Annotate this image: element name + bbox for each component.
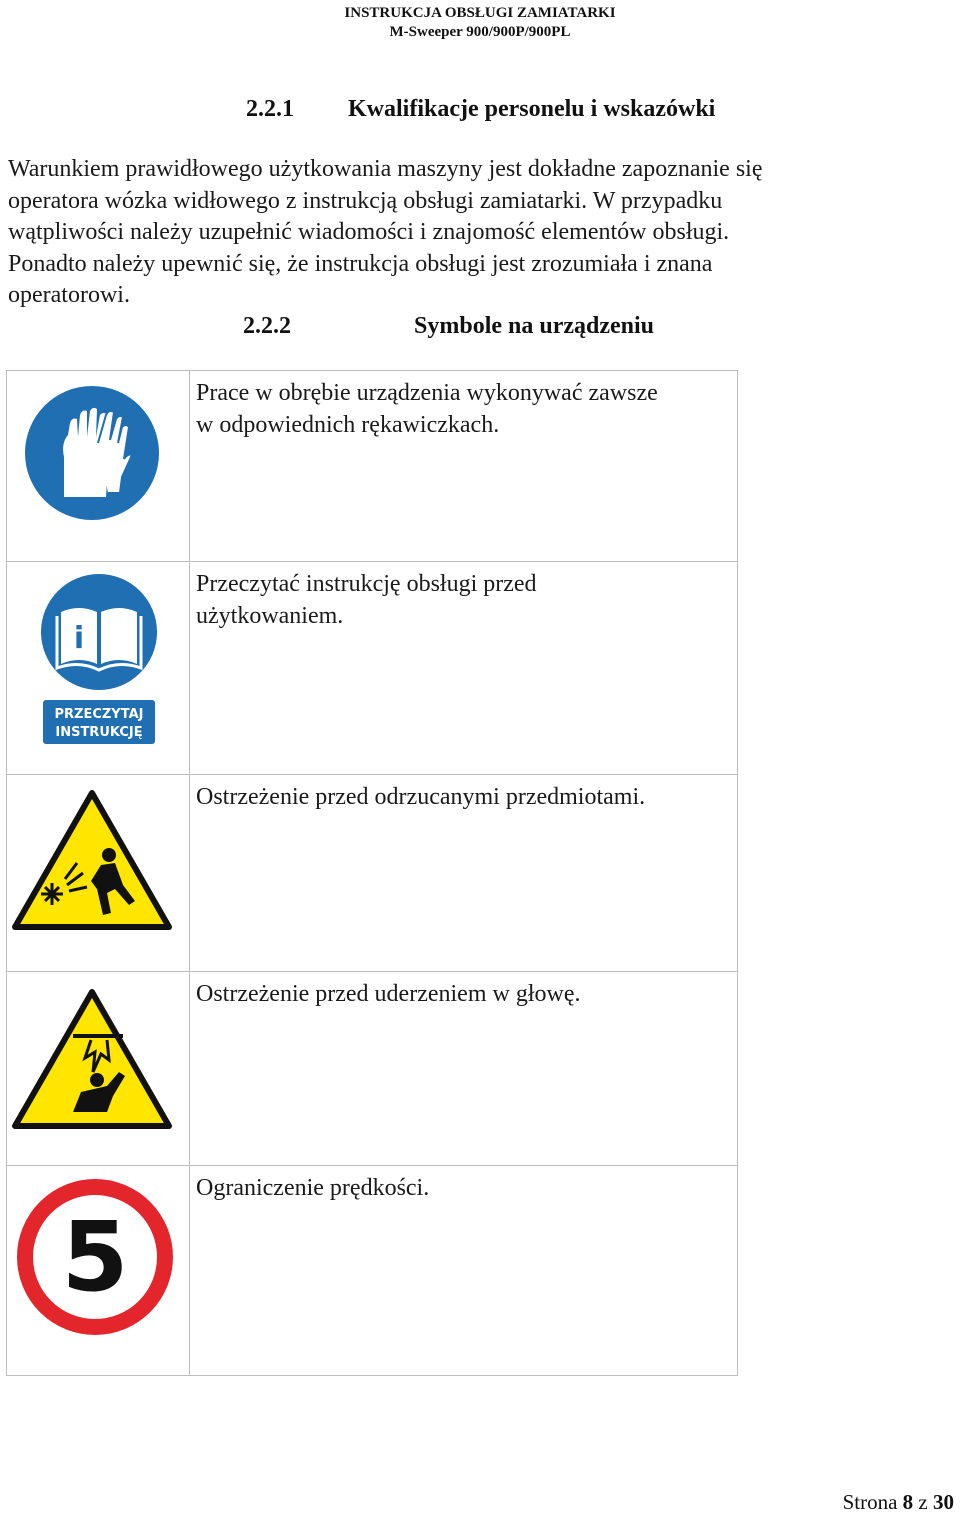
icon-cell bbox=[7, 371, 190, 562]
table-row bbox=[7, 371, 738, 562]
section-heading-2-2-1 bbox=[246, 96, 715, 123]
section-title: Kwalifikacje personelu i wskazówki bbox=[348, 96, 716, 122]
symbol-description bbox=[190, 371, 738, 562]
description-line: Ostrzeżenie przed odrzucanymi przedmiotami. bbox=[196, 784, 646, 810]
symbol-description bbox=[190, 562, 738, 775]
table-row bbox=[7, 1166, 738, 1376]
qualification-paragraph bbox=[8, 154, 908, 312]
section-heading-2-2-2 bbox=[243, 313, 654, 340]
gloves-icon bbox=[24, 385, 160, 521]
section-title: Symbole na urządzeniu bbox=[414, 313, 655, 339]
speed-limit-value: 5 bbox=[61, 1201, 129, 1313]
page-footer bbox=[843, 1490, 954, 1515]
symbols-table bbox=[6, 370, 738, 1376]
flying-objects-warning-icon bbox=[11, 789, 173, 931]
read-manual-icon bbox=[39, 572, 159, 744]
sign-label-bottom: INSTRUKCJĘ bbox=[55, 725, 143, 740]
paragraph-line: operatora wózka widłowego z instrukcją obsługi zamiatarki. W przypadku bbox=[8, 187, 723, 214]
icon-cell bbox=[7, 562, 190, 775]
page-label: Strona bbox=[842, 1490, 898, 1514]
page-separator: z bbox=[918, 1490, 928, 1514]
symbol-description bbox=[190, 1166, 738, 1376]
symbol-description bbox=[190, 972, 738, 1166]
icon-cell bbox=[7, 972, 190, 1166]
description-line: Przeczytać instrukcję obsługi przed bbox=[196, 571, 537, 597]
page-number: 8 bbox=[902, 1490, 914, 1514]
document-header bbox=[0, 4, 960, 42]
paragraph-line: wątpliwości należy uzupełnić wiadomości i znajomość elementów obsługi. bbox=[8, 219, 730, 245]
symbol-description bbox=[190, 775, 738, 972]
icon-cell bbox=[7, 775, 190, 972]
description-line: Ograniczenie prędkości. bbox=[196, 1175, 430, 1201]
description-line: Ostrzeżenie przed uderzeniem w głowę. bbox=[196, 981, 581, 1007]
paragraph-line: Ponadto należy upewnić się, że instrukcja obsługi jest zrozumiała i znana bbox=[8, 250, 713, 277]
svg-text:i: i bbox=[73, 621, 85, 656]
section-number: 2.2.2 bbox=[243, 313, 291, 339]
sign-label-top: PRZECZYTAJ bbox=[54, 707, 144, 722]
table-row bbox=[7, 562, 738, 775]
page-total: 30 bbox=[933, 1490, 954, 1514]
paragraph-line: Warunkiem prawidłowego użytkowania maszyny jest dokładne zapoznanie się bbox=[8, 156, 763, 182]
speed-limit-icon bbox=[16, 1178, 174, 1336]
head-impact-warning-icon bbox=[11, 988, 173, 1130]
description-line: Prace w obrębie urządzenia wykonywać zawsze bbox=[196, 380, 658, 406]
section-number: 2.2.1 bbox=[246, 96, 294, 122]
description-line: użytkowaniem. bbox=[196, 603, 344, 629]
description-line: w odpowiednich rękawiczkach. bbox=[196, 412, 500, 438]
header-title: INSTRUKCJA OBSŁUGI ZAMIATARKI bbox=[344, 5, 616, 21]
table-row bbox=[7, 775, 738, 972]
paragraph-line: operatorowi. bbox=[8, 282, 130, 308]
icon-cell bbox=[7, 1166, 190, 1376]
table-row bbox=[7, 972, 738, 1166]
header-model: M-Sweeper 900/900P/900PL bbox=[389, 24, 571, 40]
